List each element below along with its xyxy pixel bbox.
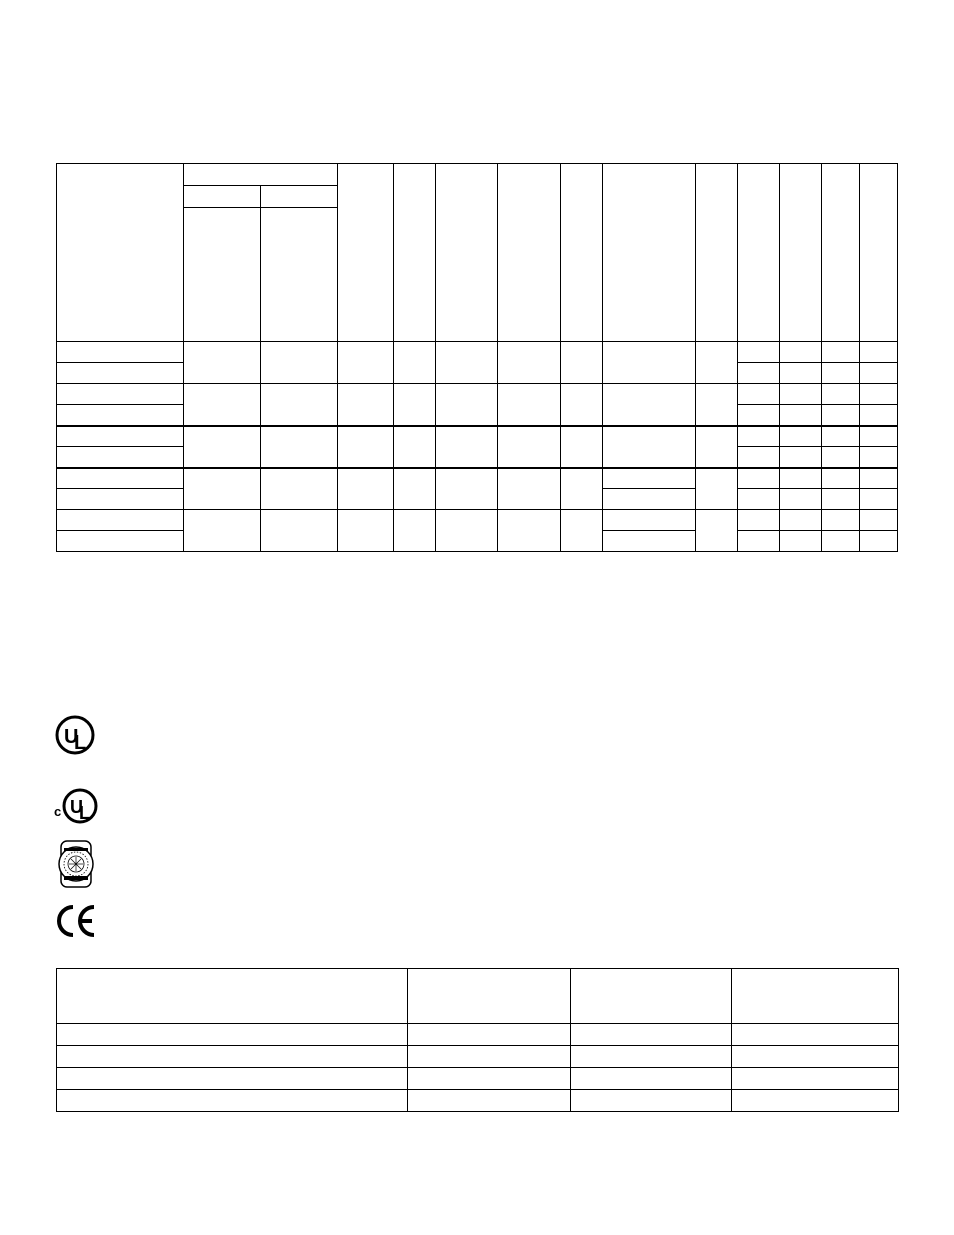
summary-row bbox=[57, 1024, 899, 1046]
header-col-10 bbox=[695, 164, 737, 342]
header-col-11 bbox=[737, 164, 779, 342]
data-cell bbox=[498, 426, 560, 468]
data-cell bbox=[821, 342, 859, 363]
model-cell bbox=[57, 405, 184, 426]
header-col-12 bbox=[779, 164, 821, 342]
data-cell bbox=[695, 426, 737, 468]
data-cell bbox=[695, 510, 737, 552]
data-cell bbox=[737, 468, 779, 489]
c-ul-mark-icon bbox=[53, 786, 99, 831]
summary-cell bbox=[732, 1024, 899, 1046]
model-cell bbox=[57, 531, 184, 552]
summary-cell bbox=[732, 1090, 899, 1112]
summary-header-cell bbox=[57, 969, 408, 1024]
data-cell bbox=[498, 510, 560, 552]
data-cell bbox=[737, 489, 779, 510]
ul-listed-mark-icon bbox=[54, 714, 96, 761]
summary-cell bbox=[408, 1046, 571, 1068]
data-cell bbox=[184, 468, 261, 510]
data-cell bbox=[338, 510, 394, 552]
data-cell bbox=[859, 384, 897, 405]
data-cell bbox=[338, 468, 394, 510]
model-cell bbox=[57, 510, 184, 531]
data-cell bbox=[602, 426, 695, 468]
data-cell bbox=[779, 447, 821, 468]
data-cell bbox=[394, 426, 436, 468]
data-cell bbox=[394, 342, 436, 384]
header-col-4 bbox=[338, 164, 394, 342]
data-cell bbox=[821, 363, 859, 384]
data-cell bbox=[261, 384, 338, 426]
summary-cell bbox=[571, 1090, 732, 1112]
header-col-14 bbox=[859, 164, 897, 342]
model-cell bbox=[57, 384, 184, 405]
model-cell bbox=[57, 342, 184, 363]
data-cell bbox=[779, 531, 821, 552]
header-sub-1 bbox=[184, 186, 261, 208]
data-cell bbox=[821, 447, 859, 468]
seal-icon bbox=[54, 840, 98, 893]
model-cell bbox=[57, 426, 184, 447]
data-cell bbox=[737, 405, 779, 426]
summary-cell bbox=[732, 1046, 899, 1068]
summary-cell bbox=[408, 1024, 571, 1046]
data-cell bbox=[779, 384, 821, 405]
data-cell bbox=[261, 342, 338, 384]
model-cell bbox=[57, 447, 184, 468]
data-cell bbox=[737, 384, 779, 405]
data-cell bbox=[498, 342, 560, 384]
data-cell bbox=[184, 426, 261, 468]
data-cell bbox=[859, 489, 897, 510]
model-cell bbox=[57, 468, 184, 489]
data-cell bbox=[821, 531, 859, 552]
header-col-9 bbox=[602, 164, 695, 342]
svg-text:c: c bbox=[54, 804, 62, 819]
data-cell bbox=[560, 426, 602, 468]
data-cell bbox=[560, 510, 602, 552]
summary-cell bbox=[57, 1046, 408, 1068]
summary-cell bbox=[57, 1068, 408, 1090]
data-cell bbox=[779, 510, 821, 531]
table-row bbox=[57, 342, 898, 363]
data-cell bbox=[394, 384, 436, 426]
data-cell bbox=[737, 531, 779, 552]
summary-cell bbox=[571, 1068, 732, 1090]
summary-row bbox=[57, 1068, 899, 1090]
header-col-13 bbox=[821, 164, 859, 342]
data-cell bbox=[602, 342, 695, 384]
summary-cell bbox=[571, 1046, 732, 1068]
table-row bbox=[57, 384, 898, 405]
model-cell bbox=[57, 363, 184, 384]
header-col-7 bbox=[498, 164, 560, 342]
header-col-6 bbox=[436, 164, 498, 342]
data-cell bbox=[602, 489, 695, 510]
data-cell bbox=[498, 384, 560, 426]
ce-mark-icon bbox=[54, 903, 98, 944]
data-cell bbox=[602, 384, 695, 426]
data-cell bbox=[338, 426, 394, 468]
data-cell bbox=[821, 489, 859, 510]
header-col-8 bbox=[560, 164, 602, 342]
data-cell bbox=[560, 342, 602, 384]
data-cell bbox=[859, 426, 897, 447]
header-model bbox=[57, 164, 184, 342]
spec-table bbox=[56, 163, 898, 552]
summary-cell bbox=[571, 1024, 732, 1046]
data-cell bbox=[859, 468, 897, 489]
data-cell bbox=[779, 342, 821, 363]
summary-header-cell bbox=[571, 969, 732, 1024]
summary-header-cell bbox=[408, 969, 571, 1024]
data-cell bbox=[394, 468, 436, 510]
summary-cell bbox=[408, 1068, 571, 1090]
summary-table bbox=[56, 968, 899, 1112]
data-cell bbox=[436, 384, 498, 426]
svg-text:U: U bbox=[64, 726, 79, 748]
summary-cell bbox=[408, 1090, 571, 1112]
data-cell bbox=[821, 384, 859, 405]
table-row bbox=[57, 510, 898, 531]
summary-row bbox=[57, 1046, 899, 1068]
data-cell bbox=[436, 468, 498, 510]
data-cell bbox=[261, 468, 338, 510]
summary-cell bbox=[57, 1024, 408, 1046]
data-cell bbox=[859, 531, 897, 552]
data-cell bbox=[695, 468, 737, 510]
data-cell bbox=[261, 426, 338, 468]
data-cell bbox=[560, 384, 602, 426]
data-cell bbox=[184, 510, 261, 552]
data-cell bbox=[779, 489, 821, 510]
data-cell bbox=[779, 405, 821, 426]
data-cell bbox=[602, 468, 695, 489]
data-cell bbox=[737, 447, 779, 468]
summary-header-cell bbox=[732, 969, 899, 1024]
data-cell bbox=[338, 342, 394, 384]
svg-text:L: L bbox=[79, 803, 90, 823]
data-cell bbox=[779, 426, 821, 447]
summary-row bbox=[57, 1090, 899, 1112]
svg-text:L: L bbox=[74, 732, 87, 754]
data-cell bbox=[498, 468, 560, 510]
data-cell bbox=[859, 447, 897, 468]
data-cell bbox=[737, 426, 779, 447]
summary-cell bbox=[57, 1090, 408, 1112]
data-cell bbox=[821, 510, 859, 531]
header-group bbox=[184, 164, 338, 186]
svg-text:U: U bbox=[70, 797, 83, 817]
data-cell bbox=[821, 426, 859, 447]
data-cell bbox=[560, 468, 602, 510]
table-row bbox=[57, 426, 898, 447]
summary-header-row bbox=[57, 969, 899, 1024]
data-cell bbox=[737, 342, 779, 363]
summary-cell bbox=[732, 1068, 899, 1090]
data-cell bbox=[436, 426, 498, 468]
data-cell bbox=[184, 384, 261, 426]
data-cell bbox=[695, 384, 737, 426]
header-col-5 bbox=[394, 164, 436, 342]
data-cell bbox=[602, 510, 695, 531]
data-cell bbox=[737, 363, 779, 384]
data-cell bbox=[779, 468, 821, 489]
data-cell bbox=[436, 342, 498, 384]
data-cell bbox=[261, 510, 338, 552]
data-cell bbox=[394, 510, 436, 552]
header-sub-2 bbox=[261, 186, 338, 208]
header-row-1 bbox=[57, 164, 898, 186]
data-cell bbox=[737, 510, 779, 531]
data-cell bbox=[859, 342, 897, 363]
data-cell bbox=[821, 405, 859, 426]
data-cell bbox=[602, 531, 695, 552]
data-cell bbox=[338, 384, 394, 426]
data-cell bbox=[779, 363, 821, 384]
header-sub-1-body bbox=[184, 208, 261, 342]
data-cell bbox=[436, 510, 498, 552]
table-row bbox=[57, 468, 898, 489]
data-cell bbox=[859, 363, 897, 384]
data-cell bbox=[821, 468, 859, 489]
model-cell bbox=[57, 489, 184, 510]
data-cell bbox=[859, 405, 897, 426]
data-cell bbox=[184, 342, 261, 384]
data-cell bbox=[859, 510, 897, 531]
header-sub-2-body bbox=[261, 208, 338, 342]
data-cell bbox=[695, 342, 737, 384]
